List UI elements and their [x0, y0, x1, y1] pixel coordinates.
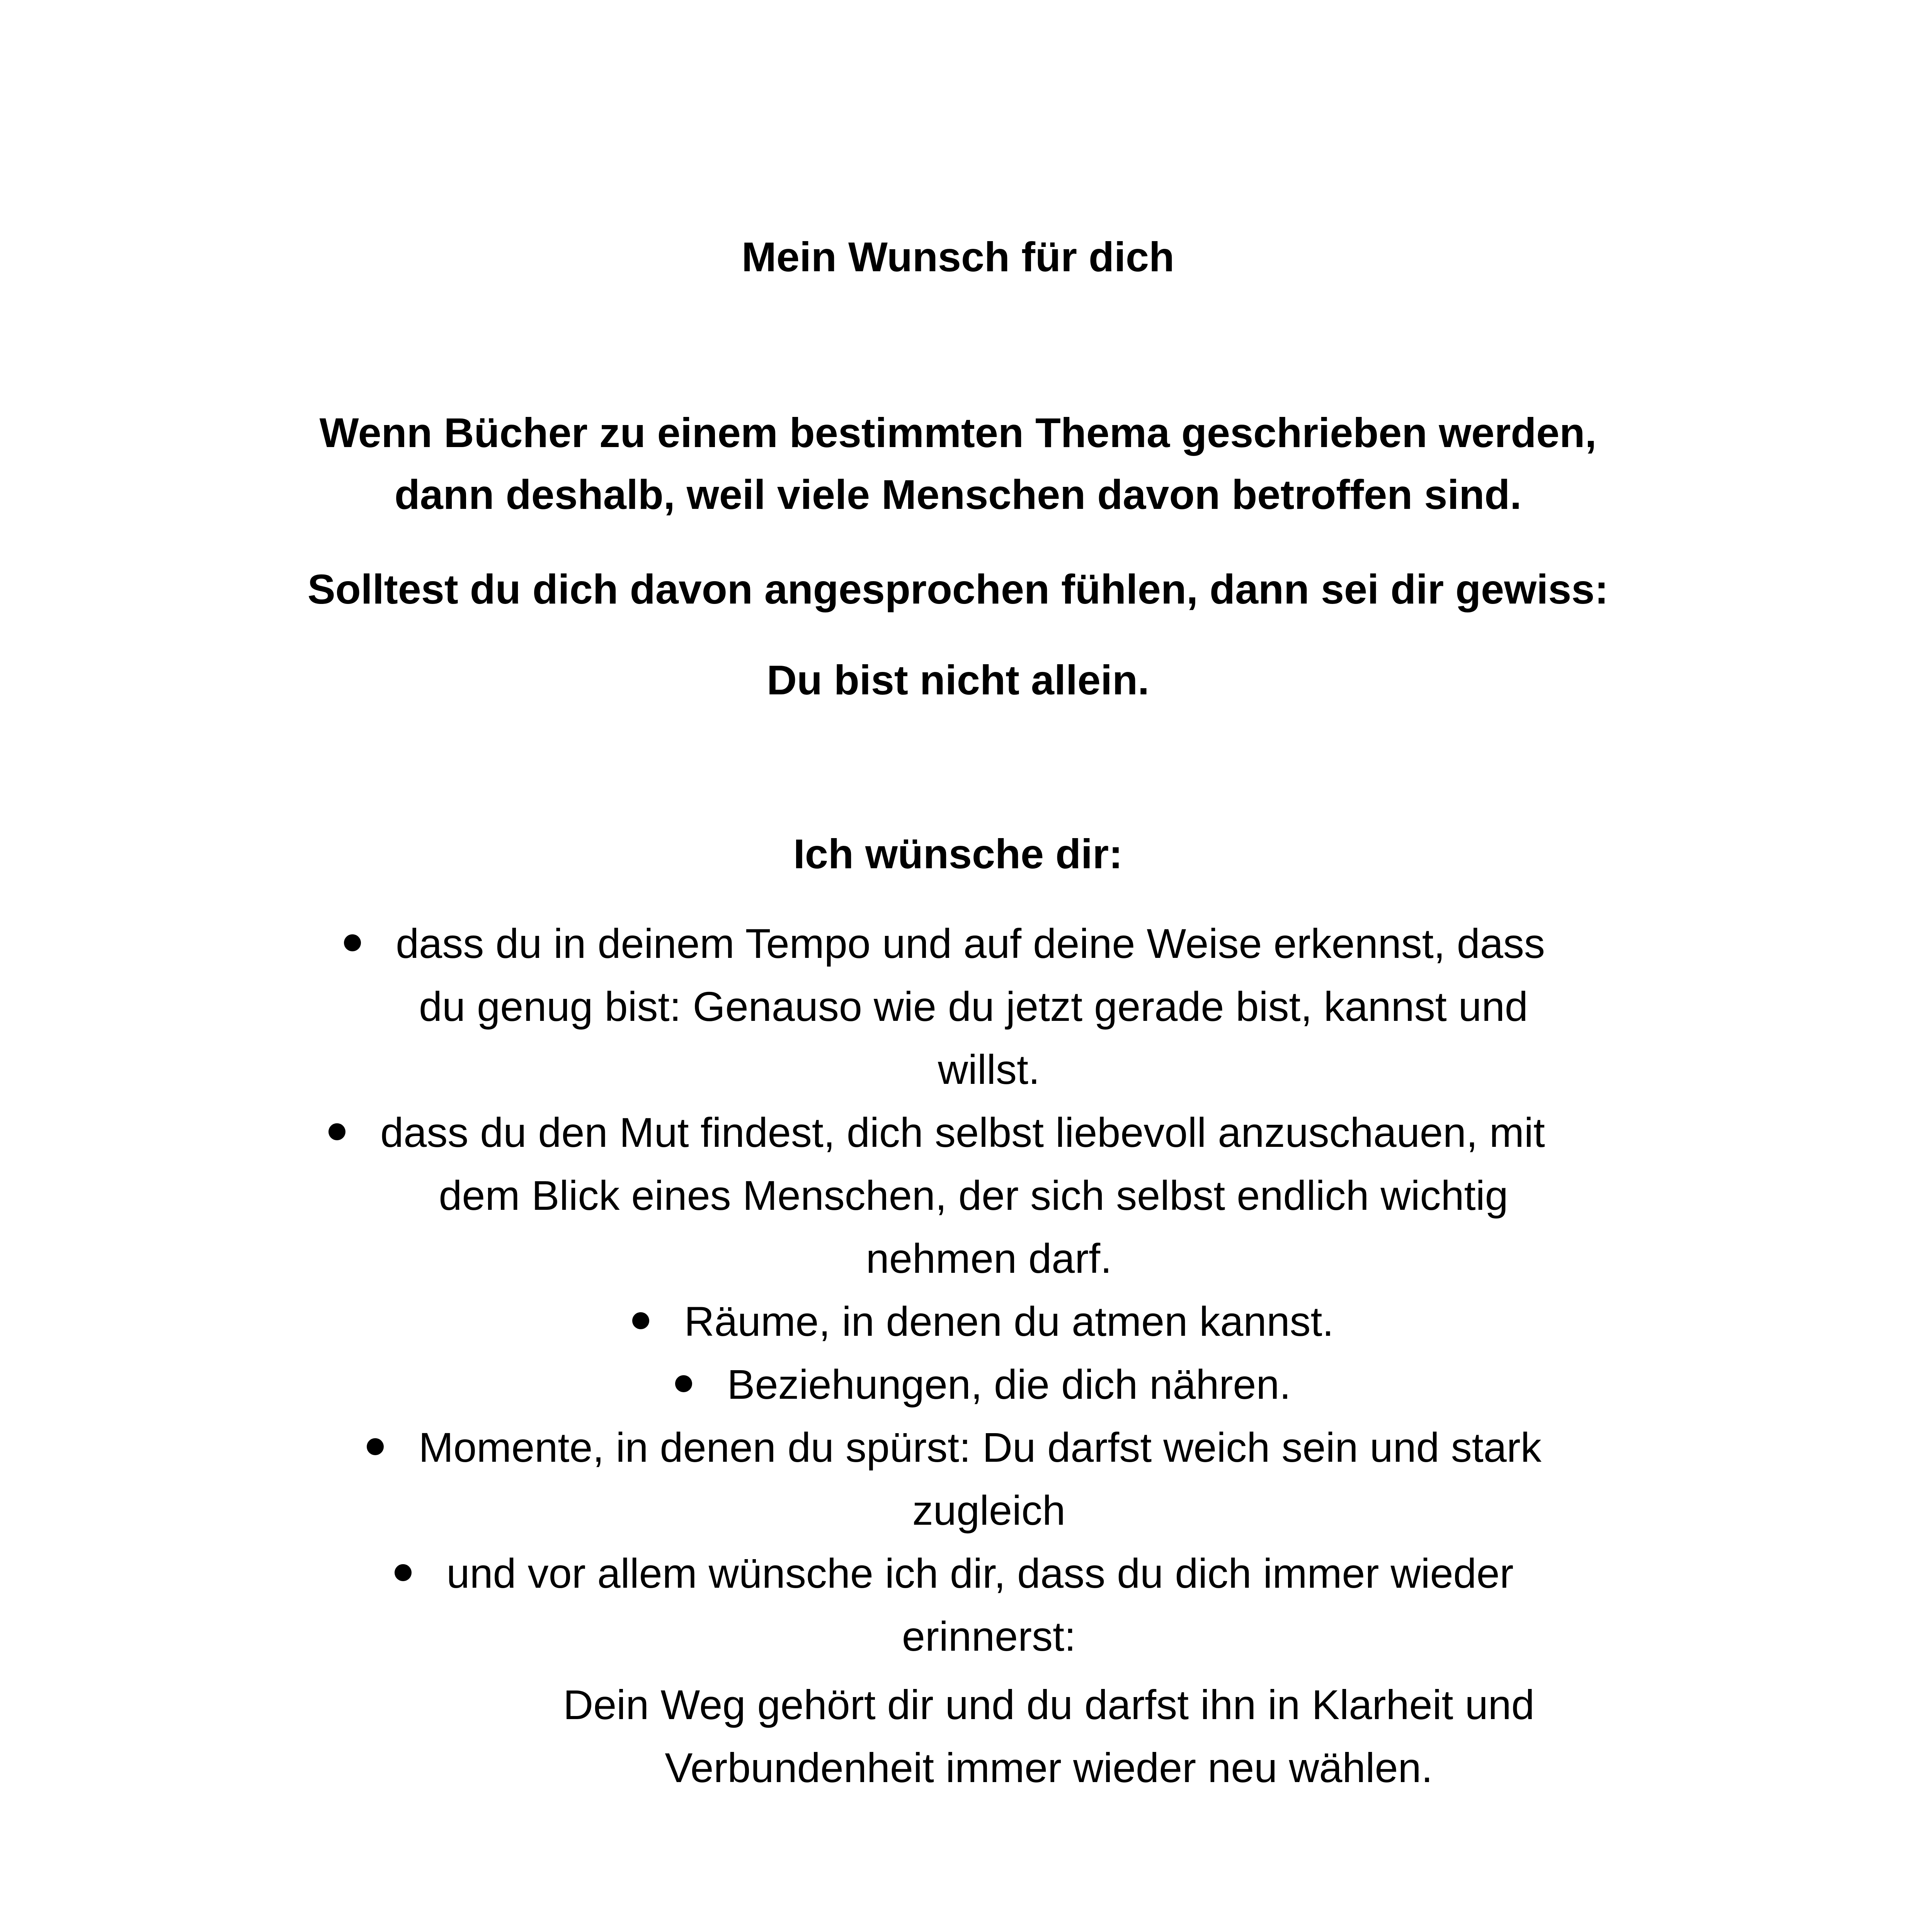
page-title: Mein Wunsch für dich	[741, 233, 1175, 280]
list-item-text: dass du in deinem Tempo und auf deine Weise erkennst, dass	[396, 920, 1545, 967]
wish-list	[0, 912, 1916, 1668]
list-item	[0, 1416, 1916, 1542]
list-item-text: willst.	[938, 1046, 1040, 1093]
intro-line-4: Du bist nicht allein.	[766, 656, 1150, 703]
closing-line-2: Verbundenheit immer wieder neu wählen.	[665, 1744, 1433, 1791]
list-item-text: nehmen darf.	[866, 1235, 1112, 1282]
list-item-text: Räume, in denen du atmen kannst.	[684, 1298, 1334, 1345]
bullet-icon	[395, 1564, 412, 1581]
bullet-icon	[632, 1312, 649, 1329]
list-item-text: Momente, in denen du spürst: Du darfst weich sein und stark	[419, 1424, 1542, 1471]
list-item-text: erinnerst:	[902, 1613, 1076, 1660]
list-item-text: dem Blick eines Menschen, der sich selbst endlich wichtig	[439, 1172, 1508, 1219]
list-item	[50, 1290, 1916, 1353]
list-item	[0, 912, 1916, 1101]
list-item-text: zugleich	[912, 1487, 1066, 1534]
list-item	[0, 1101, 1916, 1290]
wish-heading: Ich wünsche dir:	[793, 830, 1123, 877]
intro-line-2: dann deshalb, weil viele Menschen davon betroffen sind.	[394, 471, 1522, 518]
closing-line-1: Dein Weg gehört dir und du darfst ihn in Klarheit und	[563, 1681, 1535, 1728]
intro-line-3: Solltest du dich davon angesprochen fühlen, dann sei dir gewiss:	[307, 566, 1609, 612]
list-item-text: und vor allem wünsche ich dir, dass du dich immer wieder	[446, 1550, 1514, 1597]
bullet-icon	[344, 934, 361, 951]
list-item	[0, 1542, 1916, 1668]
bullet-icon	[367, 1438, 384, 1455]
list-item-text: dass du den Mut findest, dich selbst liebevoll anzuschauen, mit	[380, 1109, 1545, 1156]
bullet-icon	[328, 1123, 345, 1140]
list-item-text: Beziehungen, die dich nähren.	[727, 1361, 1291, 1408]
list-item	[50, 1353, 1916, 1416]
bullet-icon	[675, 1375, 692, 1392]
intro-line-1: Wenn Bücher zu einem bestimmten Thema geschrieben werden,	[319, 409, 1597, 456]
list-item-text: du genug bist: Genauso wie du jetzt gerade bist, kannst und	[419, 983, 1528, 1030]
closing-paragraph	[0, 1673, 1916, 1799]
